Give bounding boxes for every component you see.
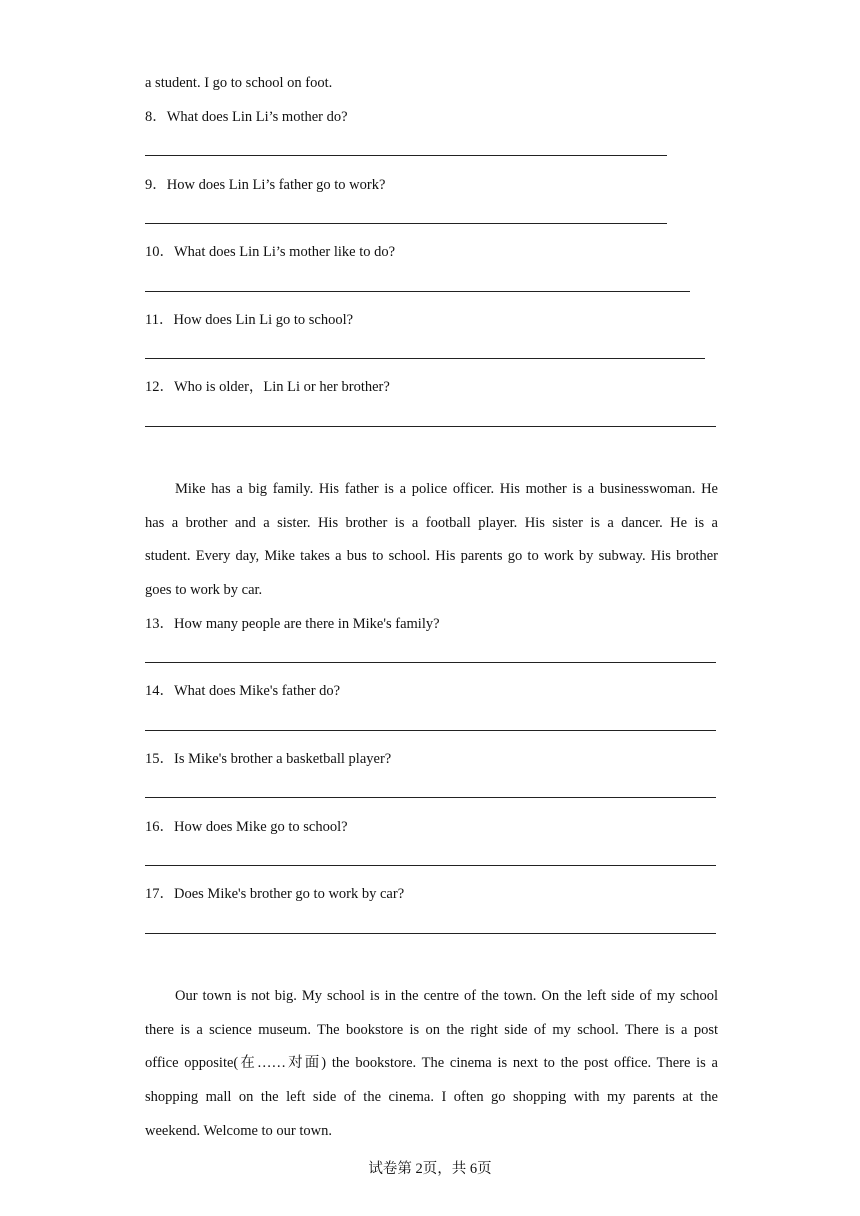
question-10 [145, 243, 395, 261]
answer-line-8[interactable] [145, 155, 667, 156]
answer-line-13[interactable] [145, 662, 716, 663]
question-number: 16． [145, 819, 174, 835]
answer-line-16[interactable] [145, 865, 716, 866]
passage3-line: Our town is not big. My school is in the centre of the town. On the left side of my school [175, 988, 718, 1004]
passage2-line: goes to work by car. [145, 582, 263, 598]
answer-line-10[interactable] [145, 291, 690, 292]
question-17 [145, 885, 404, 903]
passage3-line: weekend. Welcome to our town. [145, 1123, 333, 1139]
question-text: How many people are there in Mike's family? [174, 616, 440, 632]
passage1-tail: a student. I go to school on foot. [145, 75, 333, 91]
passage2-line: has a brother and a sister. His brother is a football player. His sister is a dancer. He is a [145, 515, 718, 531]
question-13 [145, 615, 440, 633]
question-9 [145, 176, 385, 194]
question-number: 10． [145, 244, 174, 260]
answer-line-12[interactable] [145, 426, 716, 427]
question-text: Is Mike's brother a basketball player? [174, 751, 392, 767]
question-number: 11． [145, 312, 174, 328]
question-11 [145, 311, 353, 329]
question-15 [145, 750, 391, 768]
question-text: What does Mike's father do? [174, 683, 341, 699]
question-number: 17． [145, 886, 174, 902]
answer-line-17[interactable] [145, 933, 716, 934]
question-number: 12． [145, 379, 174, 395]
question-number: 13． [145, 616, 174, 632]
question-text: What does Lin Li’s mother do? [166, 109, 348, 125]
question-8 [145, 108, 348, 126]
answer-line-9[interactable] [145, 223, 667, 224]
question-number: 8． [145, 109, 167, 125]
passage3-line: there is a science museum. The bookstore is on the right side of my school. There is a post [145, 1022, 718, 1038]
question-12 [145, 378, 390, 396]
question-text: How does Mike go to school? [174, 819, 348, 835]
question-text: Who is older，Lin Li or her brother? [174, 379, 390, 395]
question-text: How does Lin Li go to school? [173, 312, 354, 328]
answer-line-11[interactable] [145, 358, 705, 359]
question-number: 9． [145, 177, 167, 193]
question-text: How does Lin Li’s father go to work? [166, 177, 386, 193]
passage3-line: shopping mall on the left side of the cinema. I often go shopping with my parents at the [145, 1089, 718, 1105]
answer-line-15[interactable] [145, 797, 716, 798]
passage2-line: student. Every day, Mike takes a bus to school. His parents go to work by subway. His brother [145, 548, 718, 564]
question-number: 15． [145, 751, 174, 767]
answer-line-14[interactable] [145, 730, 716, 731]
question-text: What does Lin Li’s mother like to do? [174, 244, 396, 260]
question-text: Does Mike's brother go to work by car? [174, 886, 405, 902]
question-14 [145, 682, 340, 700]
question-16 [145, 818, 348, 836]
page-footer: 试卷第 2页，共 6页 [368, 1161, 492, 1177]
passage2-line: Mike has a big family. His father is a police officer. His mother is a businesswoman. He [175, 481, 718, 497]
passage3-line: office opposite(在……对面) the bookstore. The cinema is next to the post office. There is a [145, 1055, 718, 1071]
question-number: 14． [145, 683, 174, 699]
